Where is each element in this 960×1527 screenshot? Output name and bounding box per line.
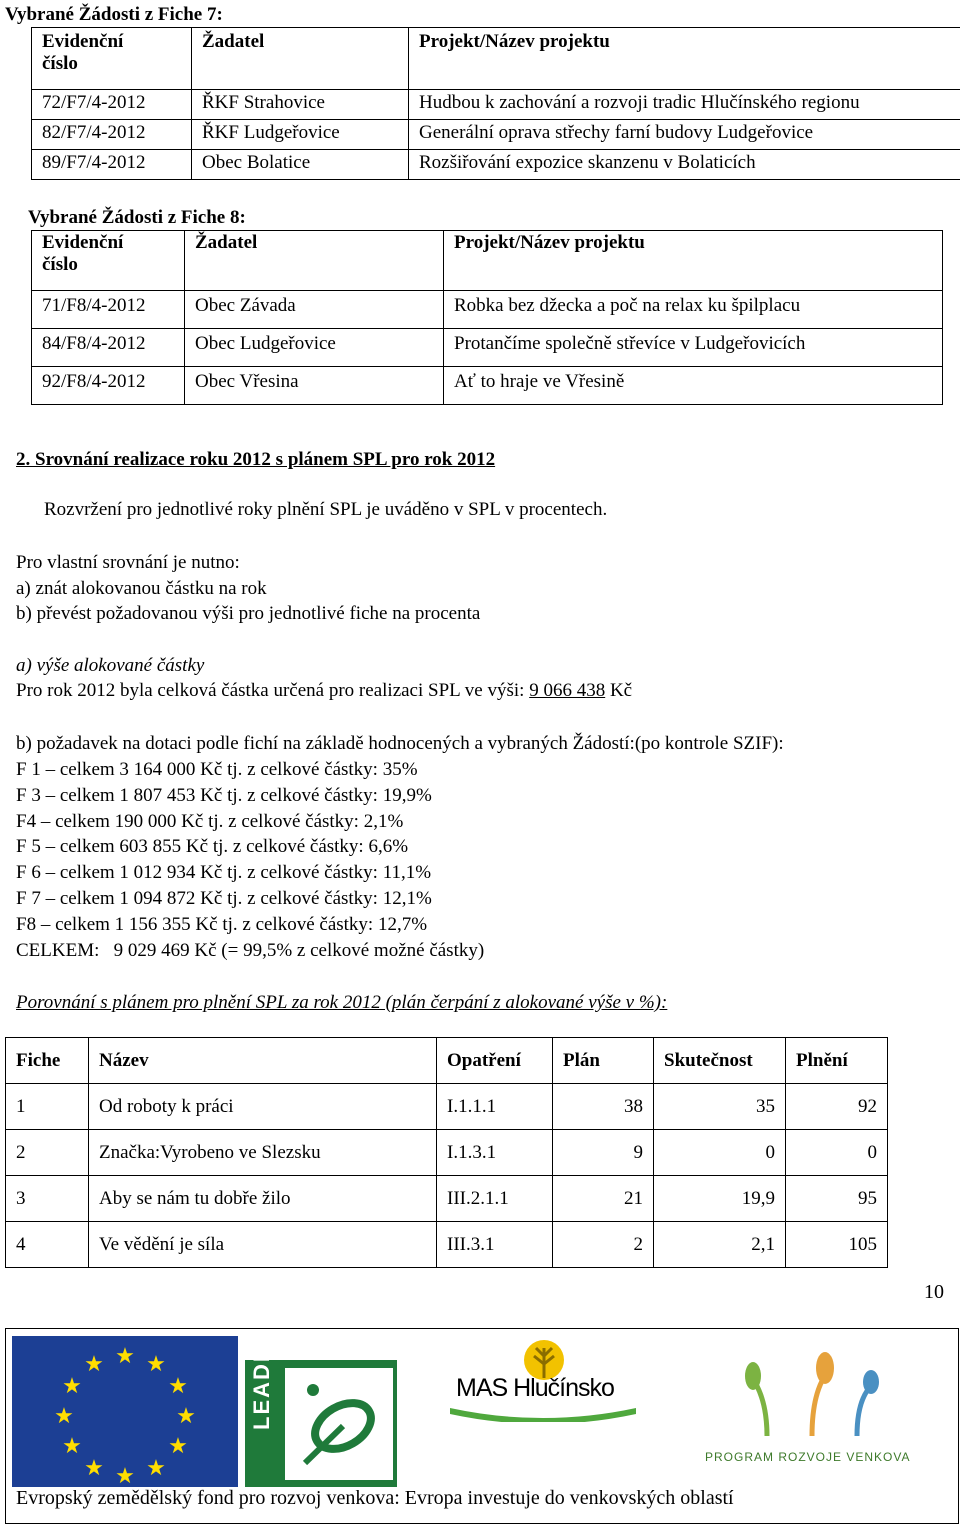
alloc-currency: Kč	[605, 680, 633, 701]
fiche8-title: Vybrané Žádosti z Fiche 8:	[28, 207, 246, 228]
request-line: F 7 – celkem 1 094 872 Kč tj. z celkové částky: 12,1%	[16, 888, 432, 909]
header-cell: Fiche	[6, 1038, 89, 1084]
header-cell: Opatření	[437, 1038, 553, 1084]
table-cell: 92/F8/4-2012	[32, 367, 185, 405]
request-total: CELKEM: 9 029 469 Kč (= 99,5% z celkové možné částky)	[16, 940, 485, 961]
svg-text:★: ★	[54, 1403, 74, 1428]
table-cell: I.1.1.1	[437, 1084, 553, 1130]
need-b: b) převést požadovanou výši pro jednotlivé fiche na procenta	[16, 603, 481, 624]
leader-logo-text: LEADER	[249, 1327, 274, 1430]
leader-logo	[245, 1327, 397, 1487]
program-rozvoje-venkova-logo	[697, 1346, 919, 1481]
table-row	[32, 90, 960, 120]
table-cell: Obec Bolatice	[192, 150, 409, 180]
table-cell: Obec Ludgeřovice	[185, 329, 444, 367]
header-cell: Projekt/Název projektu	[444, 231, 943, 291]
header-cell: Plnění	[786, 1038, 888, 1084]
table-row	[32, 291, 943, 329]
sprout-icon	[737, 1346, 887, 1441]
table-row	[6, 1084, 888, 1130]
table-cell: Ve vědění je síla	[89, 1222, 437, 1268]
table-row	[32, 367, 943, 405]
need-a: a) znát alokovanou částku na rok	[16, 578, 267, 599]
alloc-title: a) výše alokované částky	[16, 655, 205, 676]
mas-logo-swoosh-icon	[446, 1406, 640, 1422]
table-cell: 0	[786, 1130, 888, 1176]
table-row	[32, 329, 943, 367]
leader-emblem-icon	[285, 1368, 393, 1480]
table-row	[32, 120, 960, 150]
table-cell: Obec Vřesina	[185, 367, 444, 405]
table-cell: Aby se nám tu dobře žilo	[89, 1176, 437, 1222]
table-cell: Generální oprava střechy farní budovy Ludgeřovice	[409, 120, 960, 150]
header-cell: Evidenční číslo	[32, 231, 185, 291]
table-row	[6, 1222, 888, 1268]
table-cell: 71/F8/4-2012	[32, 291, 185, 329]
table-cell: Od roboty k práci	[89, 1084, 437, 1130]
need-intro: Pro vlastní srovnání je nutno:	[16, 552, 240, 573]
table-cell: Hudbou k zachování a rozvoji tradic Hlučínského regionu	[409, 90, 960, 120]
footer-text: Evropský zemědělský fond pro rozvoj venkova: Evropa investuje do venkovských oblastí	[16, 1487, 734, 1509]
table-cell: 9	[553, 1130, 654, 1176]
fiche7-title: Vybrané Žádosti z Fiche 7:	[5, 4, 223, 25]
svg-text:★: ★	[146, 1455, 166, 1480]
header-cell: Žadatel	[192, 28, 409, 90]
table-cell: 0	[654, 1130, 786, 1176]
mas-logo-text: MAS Hlučínsko	[456, 1374, 614, 1402]
table-cell: Ať to hraje ve Vřesině	[444, 367, 943, 405]
table-header-row	[32, 231, 943, 291]
table-cell: 2	[6, 1130, 89, 1176]
table-cell: Značka:Vyrobeno ve Slezsku	[89, 1130, 437, 1176]
header-cell: Projekt/Název projektu	[409, 28, 960, 90]
svg-text:★: ★	[62, 1433, 82, 1458]
table-header-row	[32, 28, 960, 90]
fiche7-table	[31, 27, 960, 180]
table-cell: Robka bez džecka a poč na relax ku špilplacu	[444, 291, 943, 329]
svg-text:★: ★	[168, 1433, 188, 1458]
request-line: F 6 – celkem 1 012 934 Kč tj. z celkové částky: 11,1%	[16, 862, 432, 883]
request-line: F4 – celkem 190 000 Kč tj. z celkové částky: 2,1%	[16, 811, 404, 832]
svg-text:★: ★	[84, 1351, 104, 1376]
request-title: b) požadavek na dotaci podle fichí na základě hodnocených a vybraných Žádostí:(po kontrole SZIF):	[16, 733, 784, 754]
table-cell: 92	[786, 1084, 888, 1130]
svg-text:★: ★	[84, 1455, 104, 1480]
table-cell: 84/F8/4-2012	[32, 329, 185, 367]
table-cell: 72/F7/4-2012	[32, 90, 192, 120]
table-cell: III.3.1	[437, 1222, 553, 1268]
request-line: F 5 – celkem 603 855 Kč tj. z celkové částky: 6,6%	[16, 836, 409, 857]
svg-text:★: ★	[176, 1403, 196, 1428]
svg-text:★: ★	[115, 1343, 135, 1368]
request-line: F 3 – celkem 1 807 453 Kč tj. z celkové částky: 19,9%	[16, 785, 432, 806]
table-row	[32, 150, 960, 180]
table-cell: 21	[553, 1176, 654, 1222]
header-cell: Skutečnost	[654, 1038, 786, 1084]
page-number: 10	[924, 1281, 944, 1303]
request-line: F8 – celkem 1 156 355 Kč tj. z celkové částky: 12,7%	[16, 914, 428, 935]
table-cell: 2,1	[654, 1222, 786, 1268]
header-cell: Plán	[553, 1038, 654, 1084]
table-cell: III.2.1.1	[437, 1176, 553, 1222]
table-cell: 38	[553, 1084, 654, 1130]
request-line: F 1 – celkem 3 164 000 Kč tj. z celkové částky: 35%	[16, 759, 418, 780]
table-cell: ŘKF Strahovice	[192, 90, 409, 120]
compare-table	[5, 1037, 888, 1268]
section2-intro: Rozvržení pro jednotlivé roky plnění SPL je uváděno v SPL v procentech.	[44, 499, 608, 520]
table-cell: 3	[6, 1176, 89, 1222]
table-row	[6, 1130, 888, 1176]
alloc-line	[16, 678, 632, 704]
table-row	[6, 1176, 888, 1222]
svg-text:★: ★	[62, 1373, 82, 1398]
svg-text:★: ★	[146, 1351, 166, 1376]
header-cell: Žadatel	[185, 231, 444, 291]
program-logo-text: PROGRAM ROZVOJE VENKOVA	[705, 1450, 911, 1464]
table-cell: Protančíme společně střevíce v Ludgeřovicích	[444, 329, 943, 367]
table-cell: 95	[786, 1176, 888, 1222]
table-cell: 1	[6, 1084, 89, 1130]
header-cell: Evidenční číslo	[32, 28, 192, 90]
svg-text:★: ★	[115, 1463, 135, 1487]
alloc-amount: 9 066 438	[529, 680, 606, 701]
table-cell: Rozšiřování expozice skanzenu v Bolaticích	[409, 150, 960, 180]
section2-heading: 2. Srovnání realizace roku 2012 s plánem SPL pro rok 2012	[16, 449, 496, 470]
mas-hlucinsko-logo	[446, 1338, 640, 1424]
table-cell: Obec Závada	[185, 291, 444, 329]
table-cell: 105	[786, 1222, 888, 1268]
alloc-text: Pro rok 2012 byla celková částka určená pro realizaci SPL ve výši:	[16, 680, 530, 701]
fiche8-table	[31, 230, 943, 405]
svg-text:★: ★	[168, 1373, 188, 1398]
table-cell: 4	[6, 1222, 89, 1268]
table-cell: 82/F7/4-2012	[32, 120, 192, 150]
header-cell: Název	[89, 1038, 437, 1084]
table-cell: 89/F7/4-2012	[32, 150, 192, 180]
compare-title: Porovnání s plánem pro plnění SPL za rok 2012 (plán čerpání z alokované výše v %):	[16, 992, 668, 1013]
table-cell: ŘKF Ludgeřovice	[192, 120, 409, 150]
table-cell: 2	[553, 1222, 654, 1268]
table-header-row	[6, 1038, 888, 1084]
table-cell: I.1.3.1	[437, 1130, 553, 1176]
table-cell: 19,9	[654, 1176, 786, 1222]
eu-flag-logo	[12, 1336, 238, 1487]
table-cell: 35	[654, 1084, 786, 1130]
